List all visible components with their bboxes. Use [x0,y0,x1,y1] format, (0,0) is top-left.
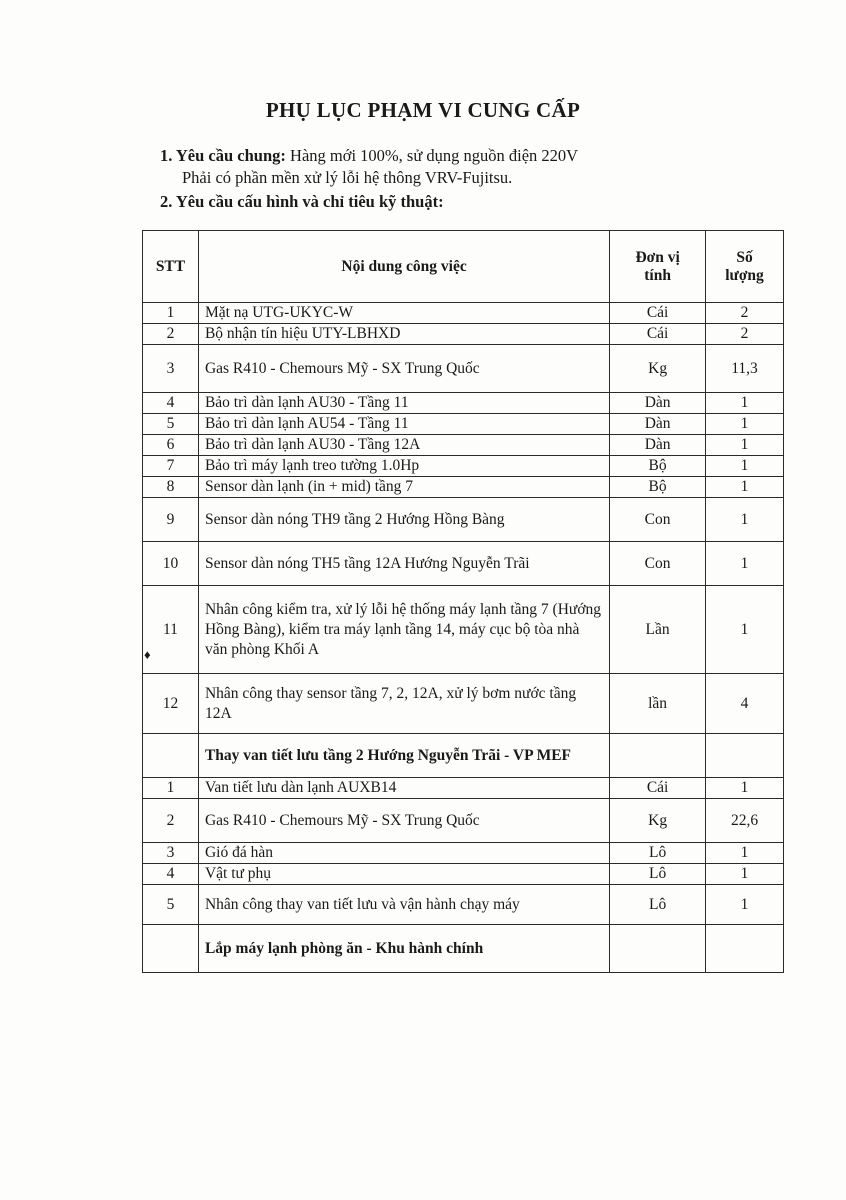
cell-qty: 1 [706,477,784,498]
table-row [143,393,784,414]
cell-desc: Bảo trì dàn lạnh AU54 - Tầng 11 [198,414,609,435]
cell-qty: 1 [706,778,784,799]
cell-unit [610,734,706,778]
scope-table [142,230,784,973]
table-row [143,477,784,498]
cell-qty: 1 [706,542,784,586]
table-header-row [143,231,784,303]
cell-qty: 1 [706,456,784,477]
cell-qty: 2 [706,303,784,324]
table-row [143,414,784,435]
cell-unit: Cái [610,324,706,345]
requirement-technical [160,191,444,213]
cell-unit: lần [610,674,706,734]
table-row [143,542,784,586]
cell-stt: 1 [143,778,199,799]
cell-stt: 2 [143,324,199,345]
table-row [143,885,784,925]
cell-qty: 2 [706,324,784,345]
requirement-general-label: 1. Yêu cầu chung: [160,146,286,165]
table-row [143,674,784,734]
cell-unit: Con [610,542,706,586]
requirement-general-text: Hàng mới 100%, sử dụng nguồn điện 220V [285,146,579,165]
cell-unit [610,925,706,973]
cell-desc: Vật tư phụ [198,864,609,885]
table-row [143,498,784,542]
table-row [143,799,784,843]
table-row [143,435,784,456]
cell-unit: Dàn [610,435,706,456]
cell-unit: Lô [610,885,706,925]
cell-desc: Van tiết lưu dàn lạnh AUXB14 [198,778,609,799]
cell-qty: 1 [706,586,784,674]
cell-unit: Con [610,498,706,542]
cell-desc: Gas R410 - Chemours Mỹ - SX Trung Quốc [198,345,609,393]
cell-stt: 3 [143,345,199,393]
page-title: PHỤ LỤC PHẠM VI CUNG CẤP [265,98,581,122]
header-qty: Số lượng [706,231,784,303]
cell-desc: Bảo trì máy lạnh treo tường 1.0Hp [198,456,609,477]
cell-qty: 11,3 [706,345,784,393]
cell-unit: Dàn [610,414,706,435]
cell-unit: Lần [610,586,706,674]
table-row [143,303,784,324]
cell-unit: Dàn [610,393,706,414]
cell-stt [143,734,199,778]
cell-unit: Bộ [610,456,706,477]
table-row [143,456,784,477]
cell-qty: 1 [706,435,784,456]
cell-stt: 12 [143,674,199,734]
cell-unit: Lô [610,864,706,885]
cell-desc: Nhân công thay sensor tầng 7, 2, 12A, xử lý bơm nước tầng 12A [198,674,609,734]
cell-stt: 4 [143,393,199,414]
table-row [143,864,784,885]
table-section-row [143,925,784,973]
cell-desc: Sensor dàn lạnh (in + mid) tầng 7 [198,477,609,498]
cell-stt: 9 [143,498,199,542]
cell-unit: Cái [610,778,706,799]
cell-desc: Bộ nhận tín hiệu UTY-LBHXD [198,324,609,345]
cell-section-title: Thay van tiết lưu tầng 2 Hướng Nguyễn Trãi - VP MEF [198,734,609,778]
cell-stt: 8 [143,477,199,498]
header-desc: Nội dung công việc [198,231,609,303]
cell-qty [706,734,784,778]
cell-unit: Bộ [610,477,706,498]
cell-stt: 1 [143,303,199,324]
header-stt: STT [143,231,199,303]
cell-stt: 5 [143,885,199,925]
cell-desc: Bảo trì dàn lạnh AU30 - Tầng 12A [198,435,609,456]
table-row [143,324,784,345]
table-row [143,778,784,799]
table-row [143,345,784,393]
header-unit: Đơn vị tính [610,231,706,303]
cell-stt: 11 [143,586,199,674]
cell-desc: Bảo trì dàn lạnh AU30 - Tầng 11 [198,393,609,414]
table-row [143,843,784,864]
cell-qty: 1 [706,864,784,885]
cell-desc: Sensor dàn nóng TH9 tầng 2 Hướng Hồng Bàng [198,498,609,542]
cell-qty: 1 [706,393,784,414]
cell-desc: Gas R410 - Chemours Mỹ - SX Trung Quốc [198,799,609,843]
cell-desc: Gió đá hàn [198,843,609,864]
cell-stt: 7 [143,456,199,477]
requirement-general [160,145,578,167]
requirement-technical-label: 2. Yêu cầu cấu hình và chỉ tiêu kỹ thuật: [160,192,444,211]
cell-desc: Nhân công kiểm tra, xử lý lỗi hệ thống máy lạnh tầng 7 (Hướng Hồng Bàng), kiểm tra máy lạnh tầng 14, máy cục bộ tòa nhà văn phòng Khối A [198,586,609,674]
cell-stt: 3 [143,843,199,864]
cell-qty: 1 [706,414,784,435]
cell-qty: 1 [706,843,784,864]
cell-qty: 4 [706,674,784,734]
cell-desc: Nhân công thay van tiết lưu và vận hành chạy máy [198,885,609,925]
cell-unit: Kg [610,345,706,393]
cell-qty: 1 [706,885,784,925]
margin-mark: ♦ [144,647,151,662]
cell-stt [143,925,199,973]
cell-stt: 4 [143,864,199,885]
cell-desc: Mặt nạ UTG-UKYC-W [198,303,609,324]
cell-section-title: Lắp máy lạnh phòng ăn - Khu hành chính [198,925,609,973]
requirement-general-line2: Phải có phần mền xử lý lỗi hệ thông VRV-Fujitsu. [182,168,513,187]
cell-unit: Lô [610,843,706,864]
cell-stt: 6 [143,435,199,456]
cell-stt: 10 [143,542,199,586]
cell-stt: 2 [143,799,199,843]
cell-qty: 1 [706,498,784,542]
cell-qty: 22,6 [706,799,784,843]
cell-desc: Sensor dàn nóng TH5 tầng 12A Hướng Nguyễn Trãi [198,542,609,586]
cell-qty [706,925,784,973]
table-section-row [143,734,784,778]
cell-unit: Kg [610,799,706,843]
table-row [143,586,784,674]
cell-stt: 5 [143,414,199,435]
cell-unit: Cái [610,303,706,324]
